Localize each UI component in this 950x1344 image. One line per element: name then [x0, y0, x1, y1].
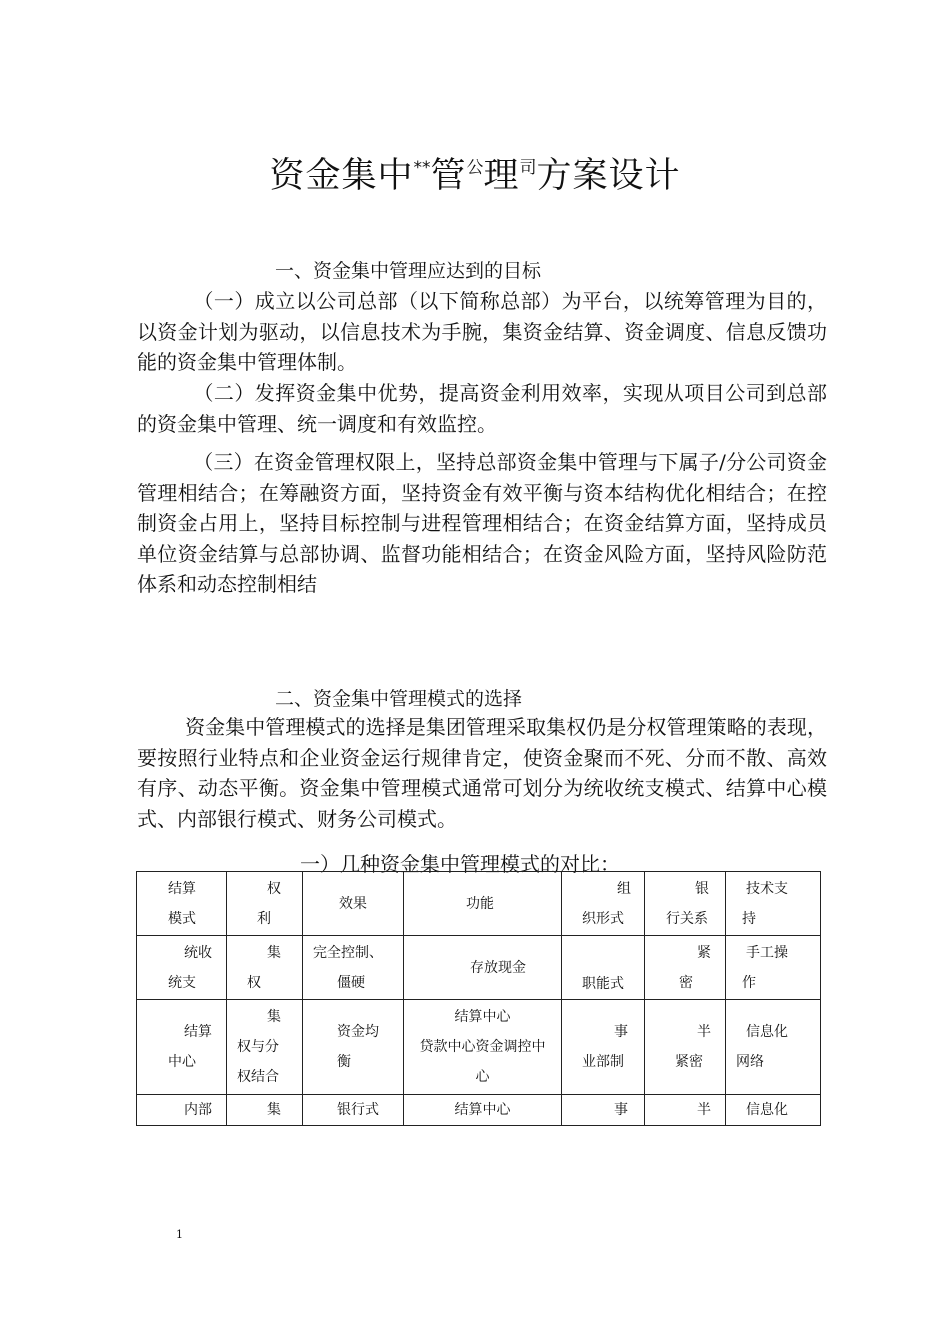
table-cell: 半 — [645, 1095, 726, 1126]
table-cell: 结算中心 贷款中心资金调控中 心 — [404, 1000, 562, 1095]
table-cell: 集 — [227, 1095, 303, 1126]
table-cell: 集 权与分 权结合 — [227, 1000, 303, 1095]
table-cell: 资金均 衡 — [303, 1000, 404, 1095]
section-1-heading: 一、资金集中管理应达到的目标 — [275, 260, 542, 282]
section-1-paragraph-3: （三）在资金管理权限上，坚持总部资金集中管理与下属子/分公司资金管理相结合；在筹融资方面，坚持资金有效平衡与资本结构优化相结合；在控制资金占用上，坚持目标控制与进程管理相结合；在资金结算方面，坚持成员单位资金结算与总部协调、监督功能相结合；在资金风险方面，坚持风险防范体系和动态控制相结 — [137, 450, 827, 596]
table-cell: 统收 统支 — [137, 936, 227, 1000]
section-2-heading: 二、资金集中管理模式的选择 — [275, 688, 523, 710]
table-header-row — [137, 872, 821, 936]
table-caption: 一）几种资金集中管理模式的对比： — [300, 852, 620, 876]
table-cell: 存放现金 — [404, 936, 562, 1000]
table-cell: 内部 — [137, 1095, 227, 1126]
header-cell: 银 行关系 — [645, 872, 726, 936]
section-1-paragraph-1: （一）成立以公司总部（以下简称总部）为平台，以统筹管理为目的，以资金计划为驱动，以信息技术为手腕，集资金结算、资金调度、信息反馈功能的资金集中管理体制。 — [137, 289, 827, 374]
table-row — [137, 936, 821, 1000]
table-cell: 信息化 — [726, 1095, 821, 1126]
table-cell: 银行式 — [303, 1095, 404, 1126]
table-cell: 半 紧密 — [645, 1000, 726, 1095]
header-cell: 权 利 — [227, 872, 303, 936]
table-row — [137, 1000, 821, 1095]
header-cell: 组 织形式 — [562, 872, 645, 936]
table-cell: 手工操 作 — [726, 936, 821, 1000]
page-number: 1 — [176, 1228, 183, 1241]
header-cell: 结算 模式 — [137, 872, 227, 936]
header-cell: 功能 — [404, 872, 562, 936]
table-cell: 紧 密 — [645, 936, 726, 1000]
table-cell: 结算中心 — [404, 1095, 562, 1126]
document-title: 资金集中**管$^公$理$^司$方案设计 — [269, 156, 681, 196]
table-cell: 职能式 — [562, 936, 645, 1000]
table-cell: 信息化 网络 — [726, 1000, 821, 1095]
table-cell: 完全控制、 僵硬 — [303, 936, 404, 1000]
table-cell: 集 权 — [227, 936, 303, 1000]
table-row — [137, 1095, 821, 1126]
section-2-paragraph: 资金集中管理模式的选择是集团管理采取集权仍是分权管理策略的表现，要按照行业特点和企业资金运行规律肯定，使资金聚而不死、分而不散、高效有序、动态平衡。资金集中管理模式通常可划分为统收统支模式、结算中心模式、内部银行模式、财务公司模式。 — [137, 715, 827, 831]
section-1-paragraph-2: （二）发挥资金集中优势，提高资金利用效率，实现从项目公司到总部的资金集中管理、统一调度和有效监控。 — [137, 381, 827, 436]
table-cell: 事 — [562, 1095, 645, 1126]
header-cell: 效果 — [303, 872, 404, 936]
table-cell: 结算 中心 — [137, 1000, 227, 1095]
comparison-table — [136, 871, 821, 1126]
header-cell: 技术支 持 — [726, 872, 821, 936]
table-cell: 事 业部制 — [562, 1000, 645, 1095]
